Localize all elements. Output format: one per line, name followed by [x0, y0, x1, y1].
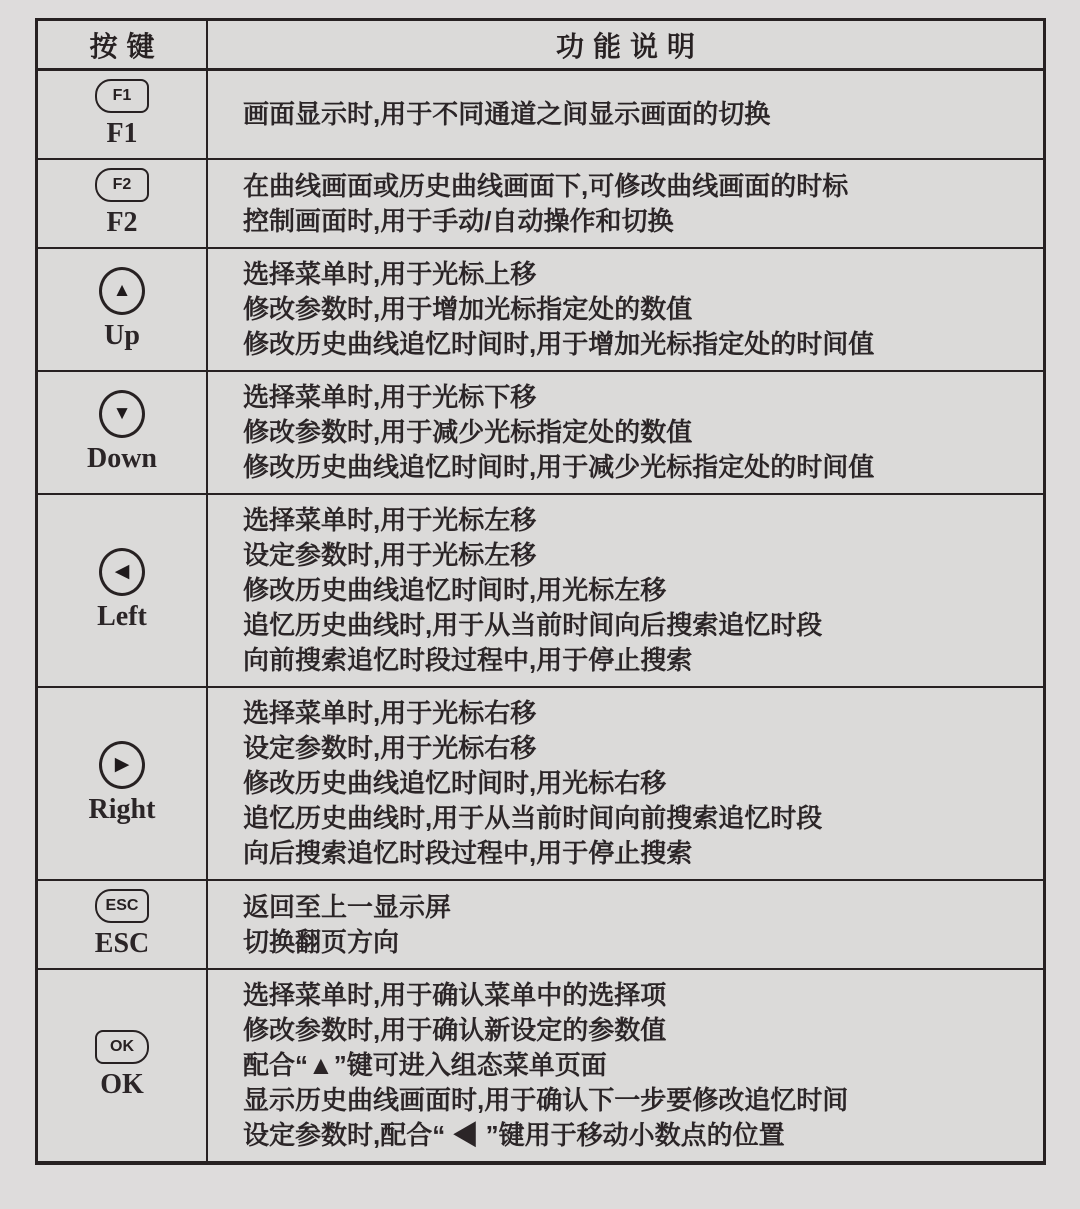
key-row-down	[38, 370, 1043, 493]
ok-key-cell	[38, 970, 208, 1161]
description-line: 修改历史曲线追忆时间时,用光标左移	[243, 575, 667, 605]
f2-key-cell	[38, 160, 208, 247]
description-line: 选择菜单时,用于光标下移	[243, 382, 537, 412]
header-description-label: 功能说明	[555, 30, 704, 62]
key-label: Down	[86, 443, 157, 474]
description-cell	[208, 160, 1043, 247]
description-cell	[208, 970, 1043, 1161]
description-line: 选择菜单时,用于光标右移	[243, 698, 537, 728]
header-description-column	[208, 21, 1043, 68]
f1-key-cell	[38, 71, 208, 158]
esc-key-icon	[95, 889, 150, 923]
description-line: 修改历史曲线追忆时间时,用光标右移	[243, 768, 667, 798]
key-row-right	[38, 686, 1043, 879]
description-cell	[208, 881, 1043, 968]
description-line: 选择菜单时,用于光标左移	[243, 505, 537, 535]
key-icon-glyph: OK	[110, 1038, 134, 1055]
table-header-row	[38, 21, 1043, 71]
description-line: 设定参数时,配合“ ◀ ”键用于移动小数点的位置	[243, 1120, 785, 1150]
description-line: 选择菜单时,用于确认菜单中的选择项	[243, 980, 667, 1010]
key-row-f2	[38, 158, 1043, 247]
header-key-label: 按键	[89, 30, 164, 62]
description-line: 画面显示时,用于不同通道之间显示画面的切换	[243, 99, 771, 129]
description-line: 配合“▲”键可进入组态菜单页面	[243, 1050, 607, 1080]
ok-key-icon	[95, 1030, 149, 1064]
description-line: 设定参数时,用于光标右移	[243, 733, 537, 763]
key-function-table	[35, 18, 1046, 1165]
esc-key-cell	[38, 881, 208, 968]
description-line: 修改参数时,用于增加光标指定处的数值	[243, 294, 693, 324]
description-line: 控制画面时,用于手动/自动操作和切换	[243, 205, 674, 236]
description-line: 设定参数时,用于光标左移	[243, 540, 537, 570]
description-line: 向前搜索追忆时段过程中,用于停止搜索	[243, 645, 693, 675]
description-cell	[208, 249, 1043, 370]
description-line: 修改参数时,用于减少光标指定处的数值	[243, 417, 693, 447]
description-line: 在曲线画面或历史曲线画面下,可修改曲线画面的时标	[243, 170, 849, 201]
right-key-icon	[99, 741, 145, 789]
key-row-left	[38, 493, 1043, 686]
key-row-up	[38, 247, 1043, 370]
up-key-cell	[38, 249, 208, 370]
description-line: 返回至上一显示屏	[243, 891, 452, 922]
left-key-cell	[38, 495, 208, 686]
key-label: F1	[106, 118, 138, 149]
key-label: Up	[104, 320, 140, 351]
description-cell	[208, 688, 1043, 879]
f1-key-icon	[95, 79, 149, 113]
key-icon-glyph: ◀	[114, 560, 130, 582]
description-line: 修改历史曲线追忆时间时,用于减少光标指定处的时间值	[243, 452, 875, 482]
description-line: 修改参数时,用于确认新设定的参数值	[243, 1015, 667, 1045]
key-icon-glyph: F2	[112, 176, 132, 193]
right-key-cell	[38, 688, 208, 879]
key-label: Right	[88, 794, 156, 825]
table-body	[38, 71, 1043, 1161]
header-key-column	[38, 21, 208, 68]
key-row-f1	[38, 71, 1043, 158]
description-line: 选择菜单时,用于光标上移	[243, 259, 537, 289]
description-cell	[208, 372, 1043, 493]
f2-key-icon	[95, 168, 149, 202]
key-label: Left	[97, 601, 147, 632]
key-icon-glyph: ▼	[112, 402, 132, 424]
description-cell	[208, 495, 1043, 686]
key-label: F2	[106, 207, 138, 238]
down-key-icon	[99, 390, 145, 438]
description-line: 追忆历史曲线时,用于从当前时间向前搜索追忆时段	[243, 803, 823, 833]
down-key-cell	[38, 372, 208, 493]
key-row-ok	[38, 968, 1043, 1161]
key-icon-glyph: ESC	[105, 897, 139, 914]
key-row-esc	[38, 879, 1043, 968]
description-line: 切换翻页方向	[243, 926, 400, 957]
description-line: 追忆历史曲线时,用于从当前时间向后搜索追忆时段	[243, 610, 823, 640]
key-icon-glyph: ▶	[114, 753, 130, 775]
key-label: ESC	[94, 928, 150, 959]
left-key-icon	[99, 548, 145, 596]
description-line: 显示历史曲线画面时,用于确认下一步要修改追忆时间	[243, 1085, 849, 1115]
description-line: 向后搜索追忆时段过程中,用于停止搜索	[243, 838, 693, 868]
key-icon-glyph: ▲	[112, 279, 132, 301]
key-icon-glyph: F1	[112, 87, 132, 104]
up-key-icon	[99, 267, 145, 315]
key-label: OK	[100, 1069, 144, 1100]
description-line: 修改历史曲线追忆时间时,用于增加光标指定处的时间值	[243, 329, 875, 359]
description-cell	[208, 71, 1043, 158]
